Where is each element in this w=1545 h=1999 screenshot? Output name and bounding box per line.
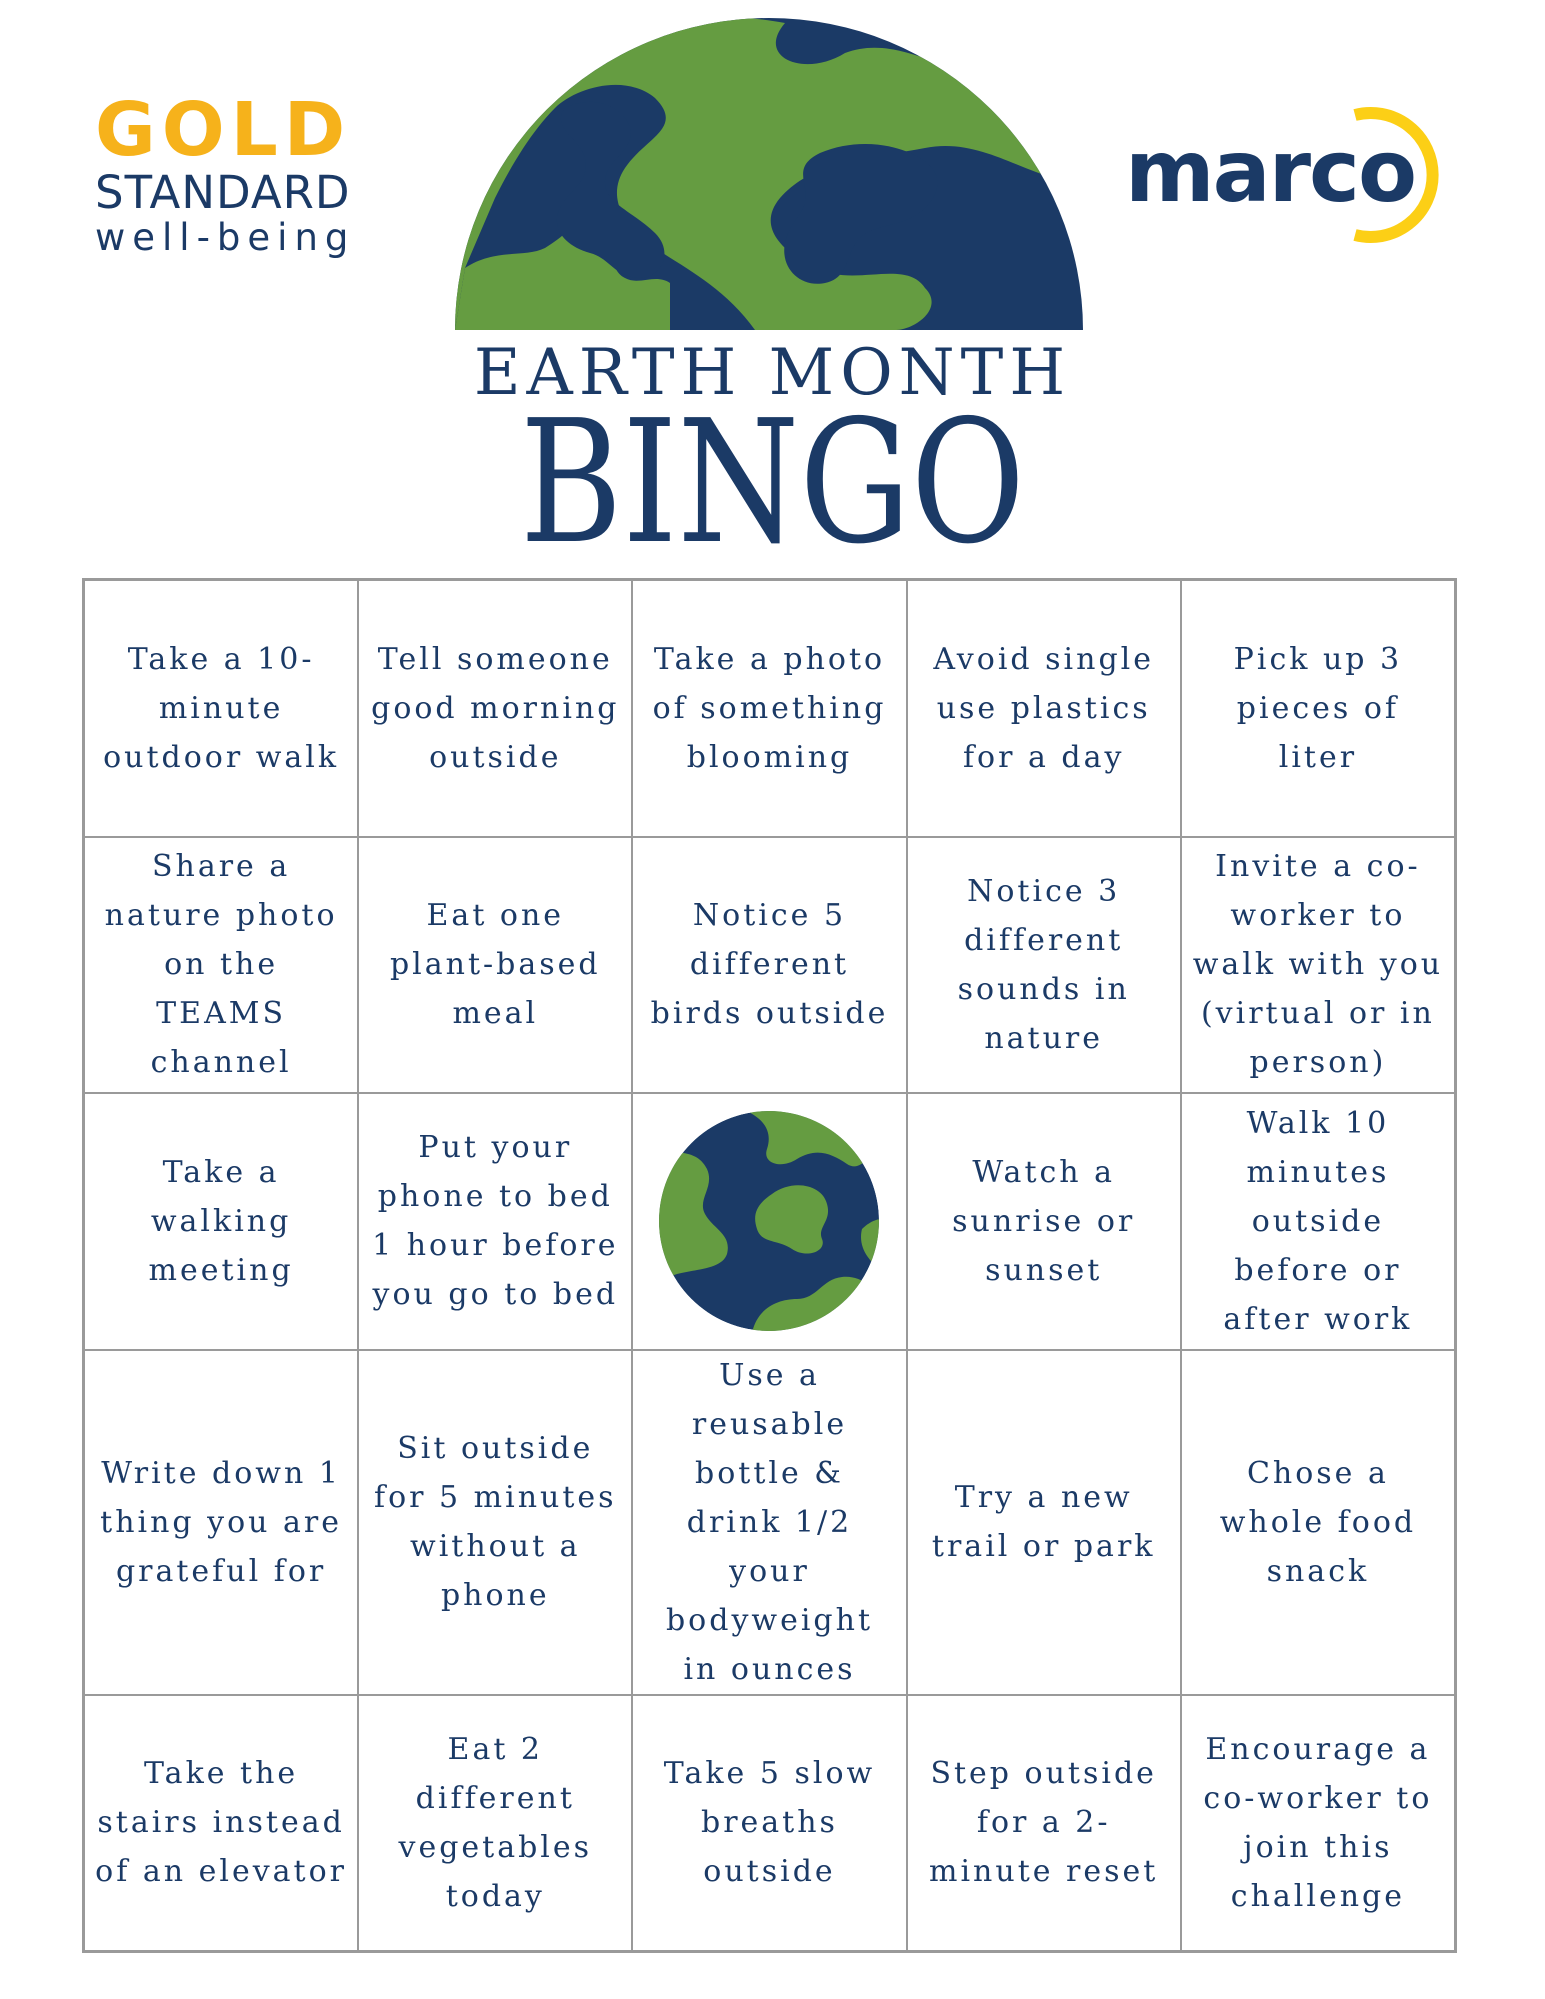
- bingo-cell-text: Chose a whole food snack: [1219, 1455, 1417, 1589]
- bingo-board: [82, 578, 1457, 1953]
- bingo-cell[interactable]: [1181, 837, 1455, 1094]
- bingo-cell[interactable]: [632, 1695, 906, 1952]
- bingo-cell-text: Walk 10 minutes outside before or after work: [1223, 1105, 1413, 1337]
- earth-globe-icon: [657, 1109, 881, 1333]
- bingo-cell-text: Avoid single use plastics for a day: [933, 641, 1155, 775]
- title-earth-month: EARTH MONTH: [473, 336, 1072, 410]
- bingo-cell-text: Take the stairs instead of an elevator: [95, 1756, 348, 1890]
- bingo-cell-text: Step outside for a 2-minute reset: [929, 1756, 1159, 1890]
- bingo-cell-text: Put your phone to bed 1 hour before you go to bed: [372, 1130, 619, 1313]
- bingo-cell[interactable]: [358, 1093, 632, 1350]
- bingo-cell[interactable]: [358, 580, 632, 837]
- bingo-cell[interactable]: [632, 580, 906, 837]
- bingo-cell-text: Try a new trail or park: [931, 1480, 1156, 1564]
- bingo-cell[interactable]: [84, 1093, 358, 1350]
- logo-standard-text: STANDARD: [95, 166, 351, 219]
- marco-arc-icon: [1335, 105, 1475, 245]
- bingo-cell[interactable]: [358, 837, 632, 1094]
- bingo-cell-text: Notice 3 different sounds in nature: [957, 873, 1130, 1056]
- bingo-cell-text: Share a nature photo on the TEAMS channel: [104, 849, 338, 1081]
- bingo-cell-text: Pick up 3 pieces of liter: [1233, 641, 1403, 775]
- bingo-cell-text: Take a walking meeting: [148, 1154, 294, 1288]
- bingo-cell[interactable]: [358, 1695, 632, 1952]
- bingo-cell[interactable]: [907, 837, 1181, 1094]
- logo-marco-text: marco: [1125, 122, 1416, 222]
- gold-standard-logo: [95, 87, 385, 259]
- logo-gold-text: GOLD: [95, 87, 352, 173]
- bingo-cell[interactable]: [907, 1695, 1181, 1952]
- bingo-cell-text: Take 5 slow breaths outside: [663, 1756, 876, 1890]
- bingo-cell[interactable]: [907, 580, 1181, 837]
- bingo-cell-text: Watch a sunrise or sunset: [952, 1154, 1136, 1288]
- bingo-cell[interactable]: [84, 1350, 358, 1695]
- bingo-cell-text: Write down 1 thing you are grateful for: [100, 1455, 343, 1589]
- bingo-cell-text: Eat 2 different vegetables today: [398, 1731, 593, 1914]
- logo-wellbeing-text: well-being: [95, 216, 356, 259]
- bingo-cell-text: Eat one plant-based meal: [389, 898, 601, 1032]
- bingo-cell[interactable]: [1181, 1093, 1455, 1350]
- bingo-cell[interactable]: [632, 837, 906, 1094]
- bingo-cell-text: Take a photo of something blooming: [652, 641, 887, 775]
- title-bingo: BINGO: [519, 384, 1026, 582]
- bingo-cell-text: Use a reusable bottle & drink 1/2 your bodyweight in ounces: [665, 1357, 873, 1687]
- bingo-cell[interactable]: [84, 580, 358, 837]
- bingo-cell[interactable]: [1181, 580, 1455, 837]
- bingo-cell[interactable]: [1181, 1695, 1455, 1952]
- bingo-cell[interactable]: [84, 837, 358, 1094]
- bingo-cell-text: Sit outside for 5 minutes without a phone: [374, 1431, 617, 1613]
- bingo-cell[interactable]: [1181, 1350, 1455, 1695]
- bingo-cell[interactable]: [84, 1695, 358, 1952]
- bingo-cell-text: Tell someone good morning outside: [371, 641, 620, 775]
- bingo-cell-text: Take a 10-minute outdoor walk: [103, 641, 340, 775]
- bingo-cell-text: Encourage a co-worker to join this challenge: [1203, 1731, 1433, 1914]
- bingo-cell[interactable]: [907, 1350, 1181, 1695]
- bingo-cell[interactable]: [907, 1093, 1181, 1350]
- bingo-cell-text: Notice 5 different birds outside: [650, 898, 889, 1032]
- bingo-cell[interactable]: [358, 1350, 632, 1695]
- bingo-cell[interactable]: [632, 1350, 906, 1695]
- bingo-free-space[interactable]: [632, 1093, 906, 1350]
- half-globe-icon: [455, 18, 1083, 330]
- marco-logo: [1125, 105, 1475, 245]
- bingo-cell-text: Invite a co-worker to walk with you (virtual or in person): [1192, 849, 1444, 1081]
